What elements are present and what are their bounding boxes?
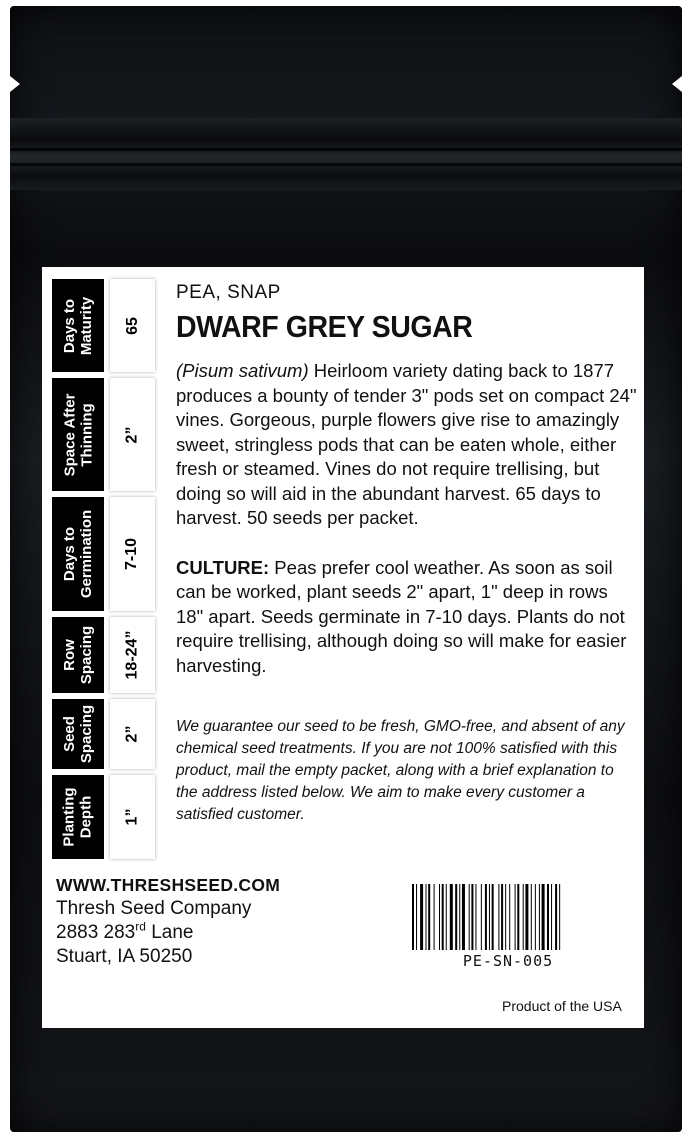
packet-seal-band	[10, 118, 682, 190]
description-text: Heirloom variety dating back to 1877 produces a bounty of tender 3" pods set on compact 24" vines. Gorgeous, purple flowers give rise to amazingly sweet, stringless pods that can be eaten whole, either fresh or steamed. Vines do not require trellising, but doing so will aid in the abundant harvest. 65 days to harvest. 50 seeds per packet.	[176, 360, 637, 528]
barcode-bar	[492, 884, 494, 950]
spec-value: 65	[110, 279, 155, 372]
barcode-bar	[420, 884, 423, 950]
guarantee-text: We guarantee our seed to be fresh, GMO-free, and absent of any chemical seed treatments. If you are not 100% satisfied with this product, mail the empty packet, along with a brief explanation to the address listed below. We aim to make every customer a satisfied customer.	[176, 718, 625, 823]
barcode-bar	[439, 884, 440, 950]
variety-description	[176, 359, 638, 531]
spec-days-to-germination	[52, 497, 155, 611]
spec-value: 2”	[110, 699, 155, 769]
spec-value: 7-10	[110, 497, 155, 611]
barcode-bar	[501, 884, 503, 950]
company-website: WWW.THRESHSEED.COM	[56, 875, 281, 895]
barcode-bar	[459, 884, 460, 950]
barcode-bar	[462, 884, 465, 950]
spec-header: Seed Spacing	[52, 699, 104, 769]
spec-value: 2”	[110, 378, 155, 491]
spec-header: Space After Thinning	[52, 378, 104, 491]
barcode-bar	[428, 884, 430, 950]
barcode-bar	[539, 884, 540, 950]
zipper-line	[10, 148, 682, 151]
spec-value: 1”	[110, 775, 155, 859]
tear-notch-left	[10, 76, 20, 92]
culture-text: Peas prefer cool weather. As soon as soil can be worked, plant seeds 2" apart, 1" deep in rows 18" apart. Seeds germinate in 7-10 days. Plants do not require trellising, although doing so will make for easier harvesting.	[176, 556, 627, 676]
variety-name: DWARF GREY SUGAR	[176, 309, 473, 344]
barcode-bar	[434, 884, 435, 950]
spec-header: Planting Depth	[52, 775, 104, 859]
barcode-bar	[523, 884, 524, 950]
barcode-bar	[547, 884, 549, 950]
seed-label	[42, 267, 644, 1028]
barcode-bar	[515, 884, 516, 950]
barcode-bar	[551, 884, 552, 950]
spec-header: Days to Germination	[52, 497, 104, 611]
barcode-bar	[531, 884, 532, 950]
barcode-bar	[555, 884, 557, 950]
culture-instructions	[176, 556, 638, 679]
barcode-bar	[498, 884, 499, 950]
spec-seed-spacing	[52, 699, 155, 769]
product-origin: Product of the USA	[502, 998, 622, 1014]
spec-header: Row Spacing	[52, 617, 104, 693]
barcode-bar	[455, 884, 457, 950]
spec-planting-depth	[52, 775, 155, 859]
spec-value: 18-24”	[110, 617, 155, 693]
zipper-line	[10, 163, 682, 166]
barcode-bar	[489, 884, 490, 950]
barcode-bar	[471, 884, 473, 950]
barcode-bar	[426, 884, 427, 950]
barcode-bar	[412, 884, 414, 950]
barcode-bar	[416, 884, 417, 950]
barcode-bar	[542, 884, 545, 950]
barcode-bar	[469, 884, 470, 950]
barcode-bar	[517, 884, 519, 950]
street-name: Lane	[145, 922, 194, 943]
tear-notch-right	[672, 76, 682, 92]
latin-name: (Pisum sativum)	[176, 360, 309, 381]
spec-row-spacing	[52, 617, 155, 693]
barcode-bar	[442, 884, 444, 950]
barcode-icon	[410, 884, 606, 954]
barcode-bar	[446, 884, 447, 950]
barcode-bar	[450, 884, 453, 950]
barcode-bar	[485, 884, 487, 950]
street-address	[56, 921, 280, 945]
spec-days-to-maturity	[52, 279, 155, 372]
spec-space-after-thinning	[52, 378, 155, 491]
barcode-bar	[505, 884, 506, 950]
city-state-zip: Stuart, IA 50250	[56, 946, 193, 967]
barcode	[410, 884, 606, 954]
street-suffix: rd	[135, 919, 146, 934]
barcode-bar	[525, 884, 528, 950]
barcode-bar	[475, 884, 476, 950]
company-address	[56, 873, 280, 969]
sku-code: PE-SN-005	[462, 952, 554, 970]
culture-label: CULTURE:	[176, 556, 270, 578]
barcode-bar	[535, 884, 536, 950]
barcode-bar	[509, 884, 510, 950]
barcode-bar	[559, 884, 560, 950]
street-number: 2883 283	[56, 922, 136, 943]
plant-category: PEA, SNAP	[176, 282, 281, 303]
spec-header: Days to Maturity	[52, 279, 104, 372]
barcode-bar	[481, 884, 482, 950]
label-content	[176, 281, 638, 826]
company-name: Thresh Seed Company	[56, 898, 252, 919]
